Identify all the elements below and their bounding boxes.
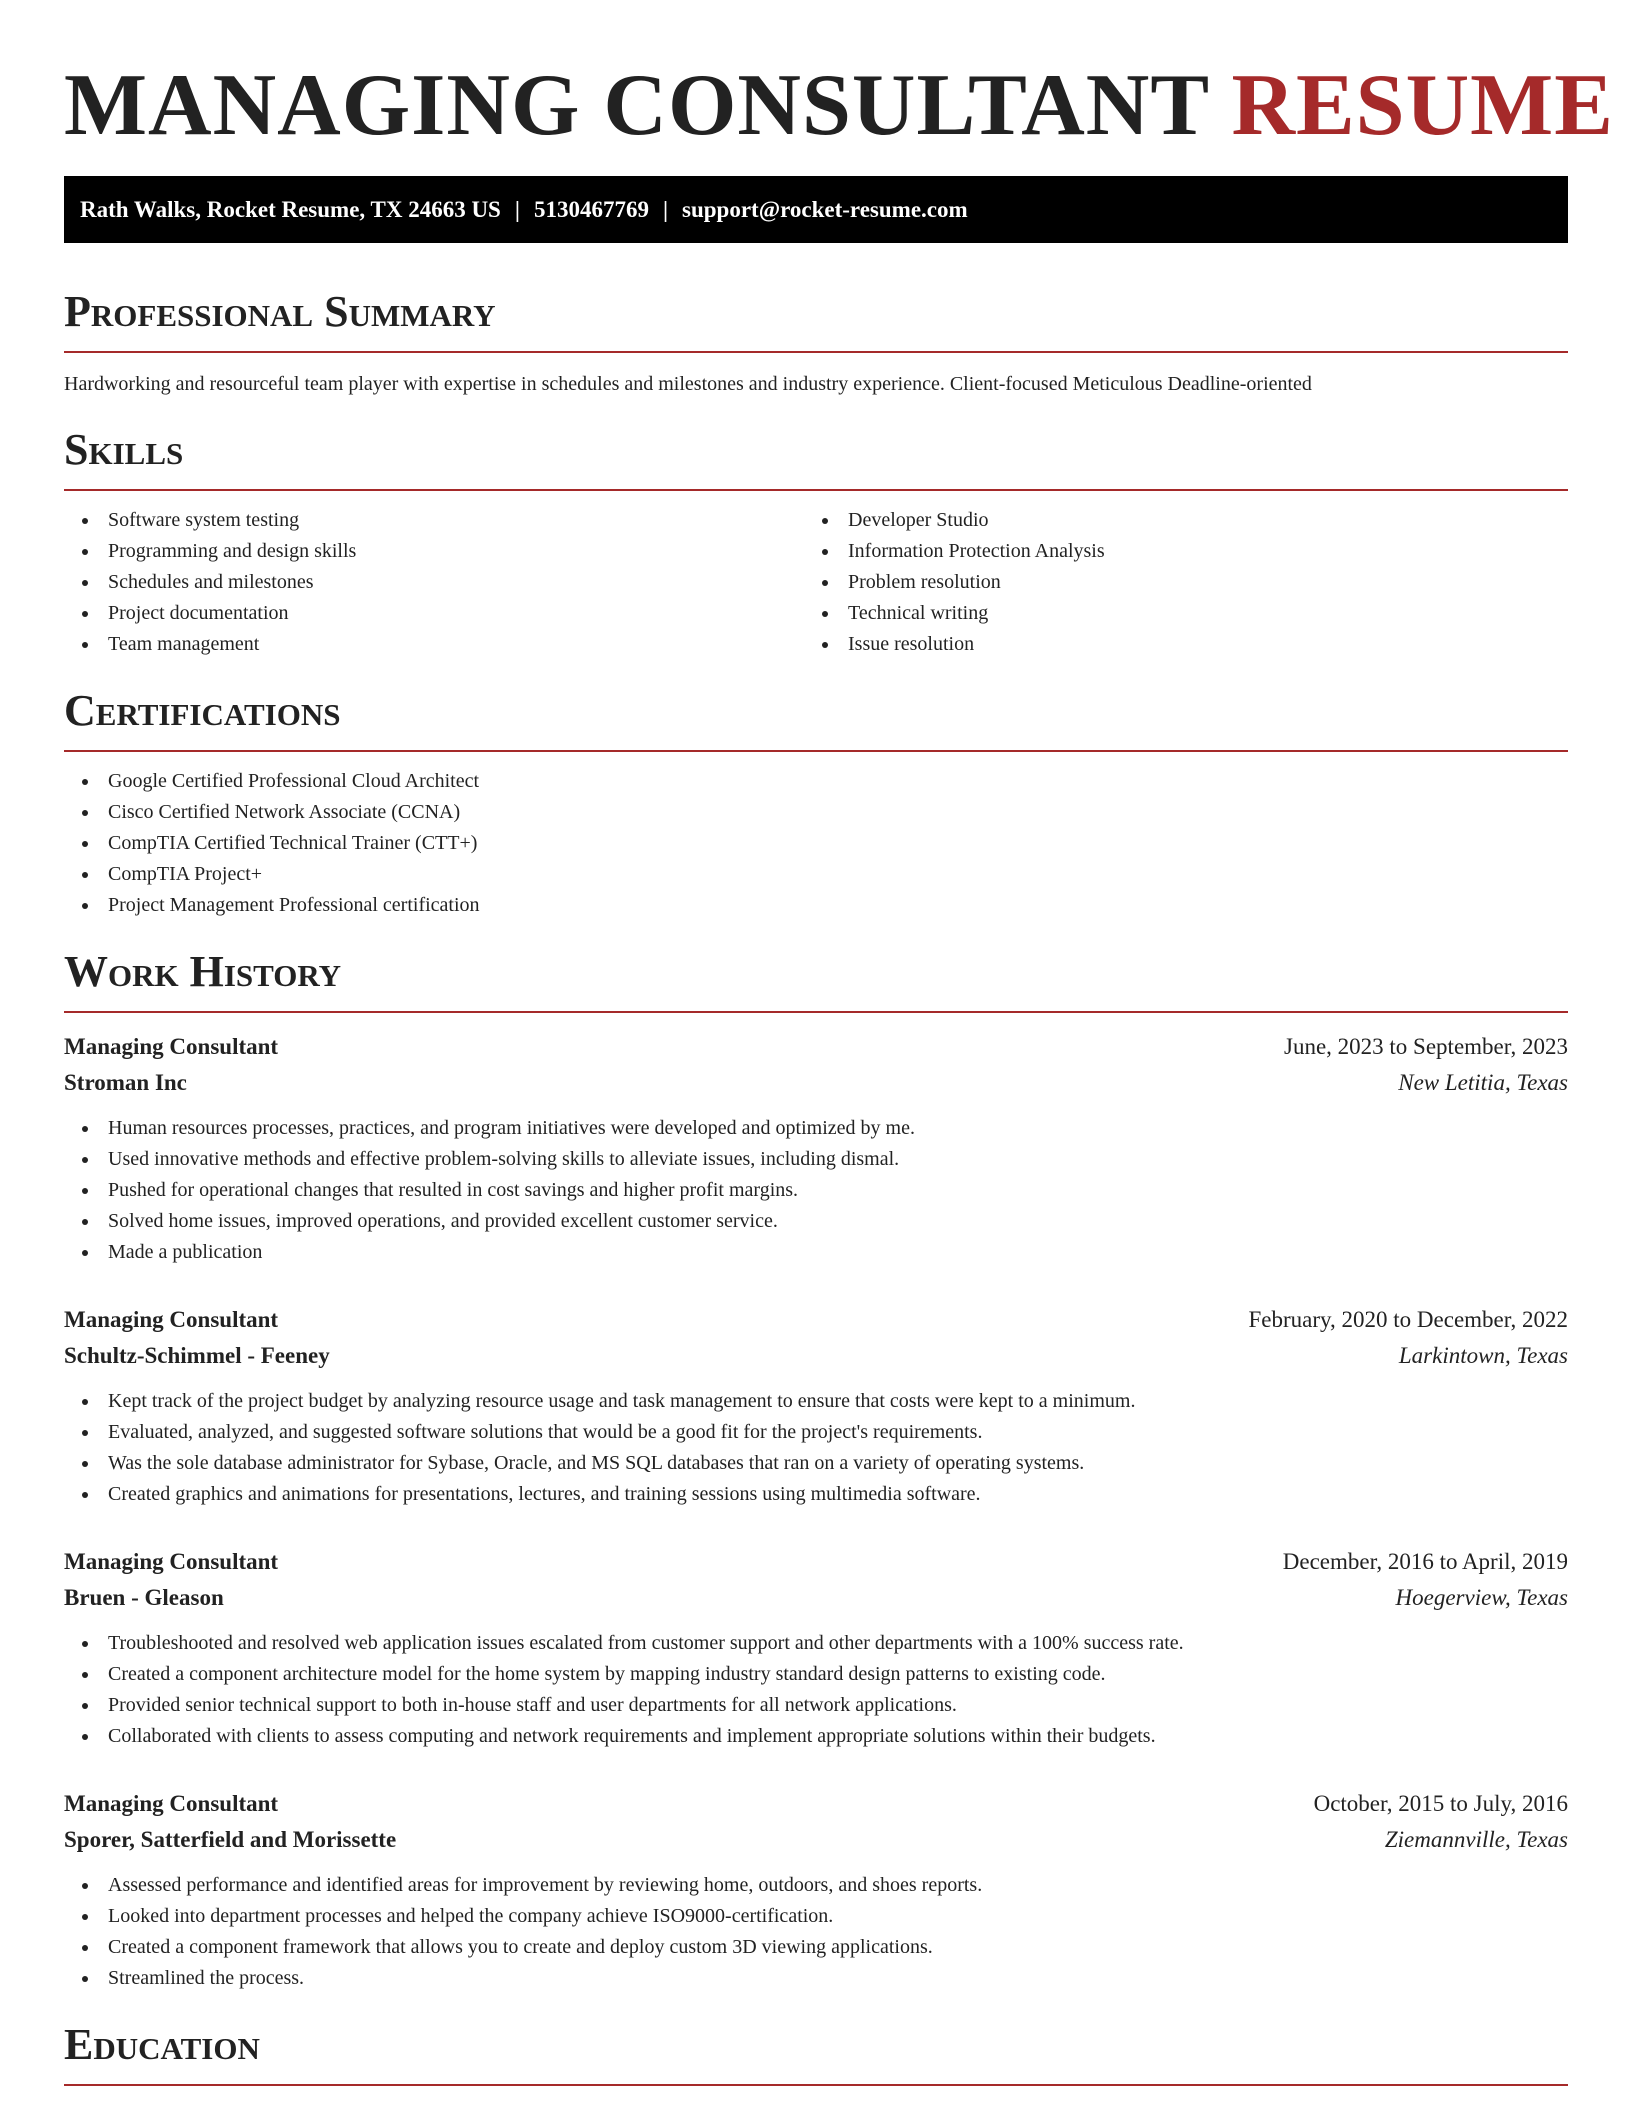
education-section	[64, 2020, 1568, 2086]
section-divider	[64, 1011, 1568, 1013]
job-bullet: Created a component architecture model for the home system by mapping industry standard design patterns to existing code.	[64, 1659, 1568, 1690]
contact-address: Rath Walks, Rocket Resume, TX 24663 US	[80, 197, 501, 222]
job-title-row	[64, 1786, 1568, 1822]
job-title: Managing Consultant	[64, 1307, 279, 1332]
job-dates: June, 2023 to September, 2023	[1284, 1034, 1568, 1059]
job-bullet: Used innovative methods and effective problem-solving skills to alleviate issues, including dismal.	[64, 1144, 1568, 1175]
job-company-row	[64, 1822, 1568, 1858]
skill-item: Programming and design skills	[64, 536, 804, 567]
job-bullets	[64, 1870, 1568, 1994]
skill-item: Project documentation	[64, 598, 804, 629]
job-entry	[64, 1302, 1568, 1510]
title-accent: RESUME	[1231, 57, 1614, 154]
job-bullets	[64, 1386, 1568, 1510]
job-company-row	[64, 1065, 1568, 1101]
contact-email[interactable]: support@rocket-resume.com	[682, 197, 968, 222]
skills-section	[64, 425, 1568, 660]
work-history-section	[64, 947, 1568, 1994]
job-bullet: Human resources processes, practices, and program initiatives were developed and optimized by me.	[64, 1113, 1568, 1144]
job-entry	[64, 1544, 1568, 1752]
skill-item: Developer Studio	[804, 505, 1544, 536]
work-history-heading: Work History	[64, 947, 342, 996]
skill-item: Issue resolution	[804, 629, 1544, 660]
certification-item: CompTIA Project+	[64, 859, 1568, 890]
contact-separator: |	[514, 197, 520, 222]
job-bullet: Troubleshooted and resolved web application issues escalated from customer support and other departments with a 100% success rate.	[64, 1628, 1568, 1659]
contact-phone[interactable]: 5130467769	[533, 197, 649, 222]
job-dates: February, 2020 to December, 2022	[1248, 1307, 1568, 1332]
summary-heading: Professional Summary	[64, 287, 496, 336]
certifications-heading: Certifications	[64, 686, 341, 735]
certification-item: Cisco Certified Network Associate (CCNA)	[64, 797, 1568, 828]
skill-item: Technical writing	[804, 598, 1544, 629]
summary-text: Hardworking and resourceful team player with expertise in schedules and milestones and industry experience. Client-focused Meticulous Deadline-oriented	[64, 373, 1312, 395]
job-company-row	[64, 1580, 1568, 1616]
job-bullet: Streamlined the process.	[64, 1963, 1568, 1994]
job-location: Hoegerview, Texas	[1395, 1585, 1568, 1610]
job-bullet: Looked into department processes and helped the company achieve ISO9000-certification.	[64, 1901, 1568, 1932]
job-bullets	[64, 1113, 1568, 1268]
job-bullet: Pushed for operational changes that resulted in cost savings and higher profit margins.	[64, 1175, 1568, 1206]
job-bullet: Made a publication	[64, 1237, 1568, 1268]
job-entry	[64, 1029, 1568, 1268]
job-bullet: Assessed performance and identified areas for improvement by reviewing home, outdoors, and shoes reports.	[64, 1870, 1568, 1901]
job-bullet: Collaborated with clients to assess computing and network requirements and implement appropriate solutions within their budgets.	[64, 1721, 1568, 1752]
job-title: Managing Consultant	[64, 1791, 279, 1816]
skills-left-list	[64, 505, 804, 660]
contact-bar	[64, 176, 1568, 243]
education-heading: Education	[64, 2020, 260, 2069]
job-company: Stroman Inc	[64, 1070, 187, 1095]
job-dates: October, 2015 to July, 2016	[1313, 1791, 1568, 1816]
section-divider	[64, 489, 1568, 491]
job-location: New Letitia, Texas	[1398, 1070, 1568, 1095]
certifications-list	[64, 766, 1568, 921]
job-company: Bruen - Gleason	[64, 1585, 224, 1610]
resume-title	[64, 0, 1614, 176]
job-bullet: Created a component framework that allows you to create and deploy custom 3D viewing applications.	[64, 1932, 1568, 1963]
job-dates: December, 2016 to April, 2019	[1282, 1549, 1568, 1574]
certification-item: Project Management Professional certification	[64, 890, 1568, 921]
summary-section	[64, 287, 1568, 399]
job-bullet: Evaluated, analyzed, and suggested software solutions that would be a good fit for the project's requirements.	[64, 1417, 1568, 1448]
job-bullet: Created graphics and animations for presentations, lectures, and training sessions using multimedia software.	[64, 1479, 1568, 1510]
job-company: Schultz-Schimmel - Feeney	[64, 1343, 330, 1368]
section-divider	[64, 2084, 1568, 2086]
certification-item: Google Certified Professional Cloud Architect	[64, 766, 1568, 797]
job-title-row	[64, 1302, 1568, 1338]
job-title-row	[64, 1029, 1568, 1065]
job-bullet: Was the sole database administrator for Sybase, Oracle, and MS SQL databases that ran on a variety of operating systems.	[64, 1448, 1568, 1479]
section-divider	[64, 351, 1568, 353]
job-bullet: Solved home issues, improved operations, and provided excellent customer service.	[64, 1206, 1568, 1237]
job-company-row	[64, 1338, 1568, 1374]
job-title: Managing Consultant	[64, 1034, 279, 1059]
section-divider	[64, 750, 1568, 752]
job-title: Managing Consultant	[64, 1549, 279, 1574]
skills-columns	[64, 505, 1568, 660]
job-title-row	[64, 1544, 1568, 1580]
job-company: Sporer, Satterfield and Morissette	[64, 1827, 397, 1852]
skill-item: Problem resolution	[804, 567, 1544, 598]
job-entry	[64, 1786, 1568, 1994]
job-bullet: Kept track of the project budget by analyzing resource usage and task management to ensure that costs were kept to a minimum.	[64, 1386, 1568, 1417]
job-bullets	[64, 1628, 1568, 1752]
title-main: MANAGING CONSULTANT	[64, 57, 1209, 154]
contact-separator: |	[662, 197, 669, 222]
skill-item: Software system testing	[64, 505, 804, 536]
skills-right-list	[804, 505, 1544, 660]
job-location: Larkintown, Texas	[1398, 1343, 1568, 1368]
skill-item: Schedules and milestones	[64, 567, 804, 598]
job-bullet: Provided senior technical support to both in-house staff and user departments for all network applications.	[64, 1690, 1568, 1721]
job-location: Ziemannville, Texas	[1384, 1827, 1568, 1852]
certifications-section	[64, 686, 1568, 921]
skill-item: Team management	[64, 629, 804, 660]
skill-item: Information Protection Analysis	[804, 536, 1544, 567]
skills-heading: Skills	[64, 425, 184, 474]
certification-item: CompTIA Certified Technical Trainer (CTT+)	[64, 828, 1568, 859]
